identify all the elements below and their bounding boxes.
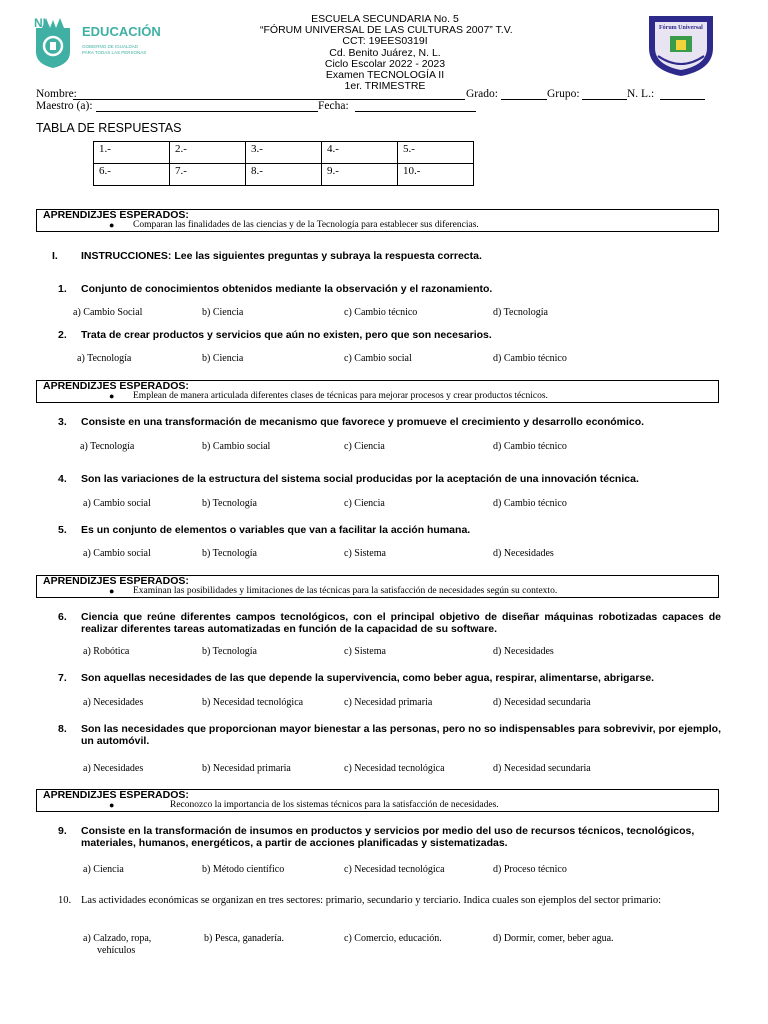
nombre-field[interactable] [36,88,77,100]
tabla-respuestas-title: TABLA DE RESPUESTAS [36,121,182,135]
question-number: 7. [58,672,67,684]
q5-option-c[interactable]: c) Sistema [344,548,386,559]
q2-option-a[interactable]: a) Tecnología [77,353,132,364]
maestro-line[interactable] [96,111,318,112]
aprendizajes-box-3 [36,575,719,598]
answer-cell-8[interactable]: 8.- [246,164,322,186]
answer-row-1 [94,142,474,164]
q1-option-c[interactable]: c) Cambio técnico [344,307,418,318]
question-number: 4. [58,473,67,485]
q3-option-b[interactable]: b) Cambio social [202,441,271,452]
bullet-icon: ● [109,586,115,596]
aprendizajes-title: APRENDIZJES ESPERADOS: [43,789,189,801]
q6-option-d[interactable]: d) Necesidades [493,646,554,657]
aprendizajes-text: Reconozco la importancia de los sistemas técnicos para la satisfacción de necesidades. [170,800,499,810]
answer-cell-5[interactable]: 5.- [398,142,474,164]
answer-cell-3[interactable]: 3.- [246,142,322,164]
question-number: 10. [58,895,72,906]
q7-option-c[interactable]: c) Necesidad primaria [344,697,433,708]
q9-option-c[interactable]: c) Necesidad tecnológica [344,864,445,875]
question-number: 8. [58,723,67,735]
question-text: Son aquellas necesidades de las que depende la supervivencia, como beber agua, respirar, alimentarse, abrigarse. [81,672,655,684]
nl-letters: NL [34,16,50,30]
q10-option-a[interactable]: a) Calzado, ropa, [83,933,152,944]
q4-option-b[interactable]: b) Tecnología [202,498,257,509]
answer-cell-1[interactable]: 1.- [94,142,170,164]
q7-option-b[interactable]: b) Necesidad tecnológica [202,697,304,708]
header-line-7: 1er. TRIMESTRE [344,80,426,93]
header-line-1: ESCUELA SECUNDARIA No. 5 [311,13,459,25]
bullet-icon: ● [109,391,115,401]
q6-option-c[interactable]: c) Sistema [344,646,386,657]
aprendizajes-box-4 [36,789,719,812]
header-line-2: “FÓRUM UNIVERSAL DE LAS CULTURAS 2007” T.V. [260,24,513,37]
answer-cell-7[interactable]: 7.- [170,164,246,186]
question-text: Son las necesidades que proporcionan mayor bienestar a las personas, pero no so indispensables para sobrevivir, por ejemplo, un automóvil. [81,723,721,747]
q4-option-a[interactable]: a) Cambio social [83,498,151,509]
aprendizajes-box-2 [36,380,719,403]
q6-option-a[interactable]: a) Robótica [83,646,130,657]
aprendizajes-text: Comparan las finalidades de las ciencias y de la Tecnología para establecer sus diferencias. [133,220,479,230]
q2-option-c[interactable]: c) Cambio social [344,353,412,364]
q8-option-b[interactable]: b) Necesidad primaria [202,763,291,774]
q7-option-a[interactable]: a) Necesidades [83,697,144,708]
nl-educacion-logo [34,18,169,68]
question-number: 3. [58,416,67,428]
q8-option-c[interactable]: c) Necesidad tecnológica [344,763,445,774]
q5-option-d[interactable]: d) Necesidades [493,548,554,559]
nl-label: N. L.: [627,88,655,100]
q10-option-c[interactable]: c) Comercio, educación. [344,933,442,944]
q2-option-b[interactable]: b) Ciencia [202,353,244,364]
q1-option-b[interactable]: b) Ciencia [202,307,244,318]
grupo-line[interactable] [582,99,627,100]
aprendizajes-text: Examinan las posibilidades y limitaciones de las técnicas para la satisfacción de necesidades según su contexto. [133,586,558,596]
question-text: Ciencia que reúne diferentes campos tecnológicos, con el principal objetivo de diseñar máquinas robotizadas capaces de realizar diferentes tareas automatizadas en función de la capacidad de su software. [81,611,721,635]
question-text: Conjunto de conocimientos obtenidos mediante la observación y el razonamiento. [81,283,493,295]
answer-cell-6[interactable]: 6.- [94,164,170,186]
nombre-label: Nombre: [36,88,77,100]
q7-option-d[interactable]: d) Necesidad secundaria [493,697,591,708]
fecha-line[interactable] [355,111,476,112]
aprendizajes-title: APRENDIZJES ESPERADOS: [43,380,189,392]
logo-subtitle-2: PARA TODAS LAS PERSONAS [82,50,147,55]
logo-subtitle-1: GOBIERNO DE IGUALDAD [82,44,139,49]
school-header [260,13,513,93]
header-line-4: Cd. Benito Juárez, N. L. [329,46,441,59]
header-line-5: Ciclo Escolar 2022 - 2023 [324,57,446,70]
answer-table [93,141,474,186]
fecha-label: Fecha: [318,100,349,112]
crest-text: Fórum Universal [659,25,703,31]
answer-row-2 [94,164,474,186]
question-number: 5. [58,524,67,536]
q8-option-a[interactable]: a) Necesidades [83,763,144,774]
q5-option-b[interactable]: b) Tecnología [202,548,257,559]
header-line-3: CCT: 19EES0319I [342,35,428,48]
q4-option-c[interactable]: c) Ciencia [344,498,385,509]
school-crest-logo [646,12,716,78]
grado-label: Grado: [466,88,498,100]
nombre-line[interactable] [73,99,465,100]
question-text: Es un conjunto de elementos o variables que van a facilitar la acción humana. [81,524,471,536]
instrucciones-number: I. [52,250,58,262]
question-number: 9. [58,825,67,837]
q6-option-b[interactable]: b) Tecnología [202,646,257,657]
aprendizajes-text: Emplean de manera articulada diferentes clases de técnicas para mejorar procesos y crear productos técnicos. [133,391,548,401]
grado-line[interactable] [501,99,547,100]
answer-cell-4[interactable]: 4.- [322,142,398,164]
q1-option-d[interactable]: d) Tecnología [493,307,548,318]
grupo-label: Grupo: [547,88,580,100]
question-text: Consiste en una transformación de mecanismo que favorece y promueve el crecimiento y desarrollo económico. [81,416,645,428]
q9-option-b[interactable]: b) Método científico [202,864,285,875]
aprendizajes-title: APRENDIZJES ESPERADOS: [43,575,189,587]
q9-option-a[interactable]: a) Ciencia [83,864,124,875]
q10-option-a-continuation: vehículos [97,945,136,956]
q4-option-d[interactable]: d) Cambio técnico [493,498,567,509]
answer-cell-9[interactable]: 9.- [322,164,398,186]
answer-cell-10[interactable]: 10.- [398,164,474,186]
question-number: 2. [58,329,67,341]
q3-option-c[interactable]: c) Ciencia [344,441,385,452]
q2-option-d[interactable]: d) Cambio técnico [493,353,567,364]
q9-option-d[interactable]: d) Proceso técnico [493,864,567,875]
question-number: 6. [58,611,67,623]
q3-option-d[interactable]: d) Cambio técnico [493,441,567,452]
aprendizajes-box-1 [36,209,719,232]
bullet-icon: ● [109,220,115,230]
crest-shield-icon [646,12,716,78]
q1-option-a[interactable]: a) Cambio Social [73,307,143,318]
nl-line[interactable] [660,99,705,100]
q10-option-b[interactable]: b) Pesca, ganadería. [204,933,284,944]
instrucciones-text: INSTRUCCIONES: Lee las siguientes preguntas y subraya la respuesta correcta. [81,250,482,262]
question-text: Consiste en la transformación de insumos en productos y servicios por medio del uso de recursos técnicos, tecnológicos, materiales, humanos, energéticos, a partir de acciones planificadas y sistematizadas. [81,825,695,849]
question-number: 1. [58,283,67,295]
question-text: Son las variaciones de la estructura del sistema social producidas por la aceptación de una innovación técnica. [81,473,639,485]
q8-option-d[interactable]: d) Necesidad secundaria [493,763,591,774]
answer-cell-2[interactable]: 2.- [170,142,246,164]
aprendizajes-title: APRENDIZJES ESPERADOS: [43,209,189,221]
bullet-icon: ● [109,800,115,810]
maestro-label: Maestro (a): [36,100,93,112]
educacion-wordmark: EDUCACIÓN [82,24,161,39]
q10-option-d[interactable]: d) Dormir, comer, beber agua. [493,933,614,944]
q5-option-a[interactable]: a) Cambio social [83,548,151,559]
q3-option-a[interactable]: a) Tecnología [80,441,135,452]
header-line-6: Examen TECNOLOGÍA II [325,69,445,82]
question-text: Trata de crear productos y servicios que aún no existen, pero que son necesarios. [81,329,492,341]
question-text: Las actividades económicas se organizan en tres sectores: primario, secundario y terciario. Indica cuales son ejemplos del sector primario: [81,895,662,906]
